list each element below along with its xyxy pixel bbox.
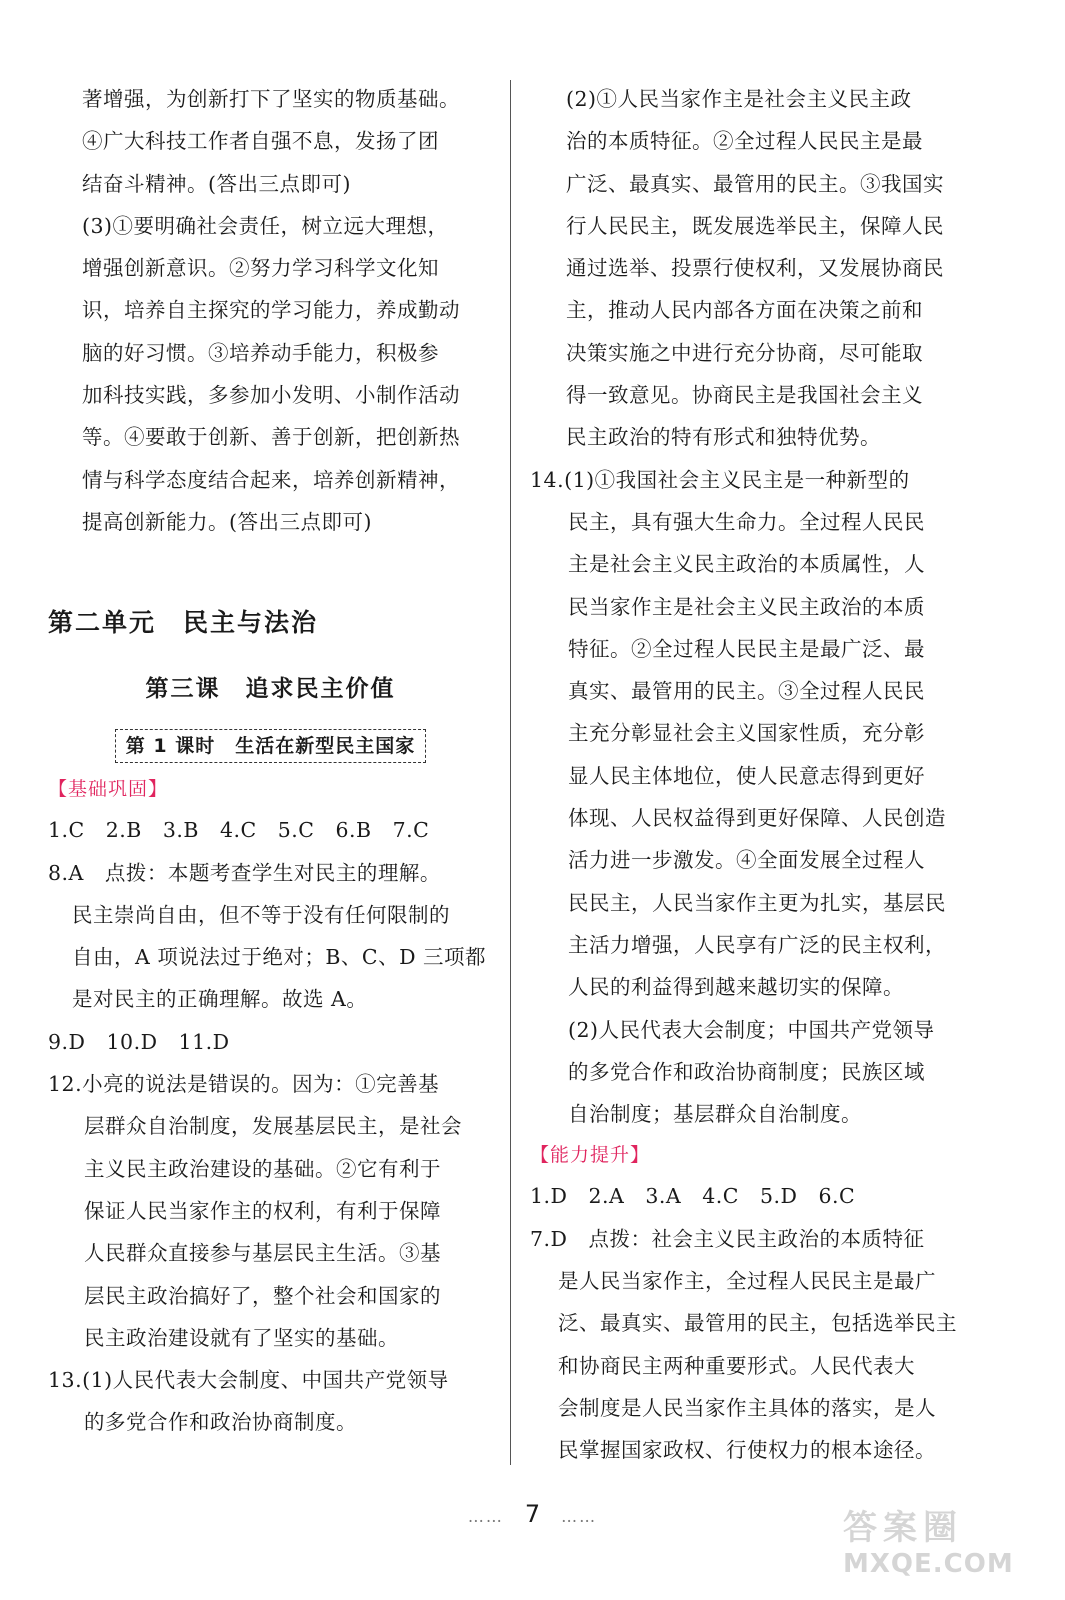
q14-answer bbox=[530, 459, 985, 1009]
text-line: 和协商民主两种重要形式。人民代表大 bbox=[558, 1353, 915, 1378]
text-line: 民主，具有强大生命力。全过程人民民 bbox=[568, 509, 925, 534]
watermark-logo bbox=[843, 1500, 1043, 1590]
text-line: 民主政治建设就有了坚实的基础。 bbox=[84, 1325, 399, 1350]
q8-answer bbox=[48, 852, 493, 1021]
text-line: 著增强，为创新打下了坚实的物质基础。 bbox=[82, 87, 460, 111]
text-line: 自由，A 项说法过于绝对；B、C、D 三项都 bbox=[72, 945, 487, 970]
text-line: 广泛、最真实、最管用的民主。③我国实 bbox=[566, 171, 944, 196]
text-line: 主活力增强，人民享有广泛的民主权利， bbox=[568, 932, 946, 957]
text-line: 14.(1)①我国社会主义民主是一种新型的 bbox=[530, 467, 910, 492]
text-line: 脑的好习惯。③培养动手能力，积极参 bbox=[82, 340, 439, 365]
text-line: 主，推动人民内部各方面在决策之前和 bbox=[566, 298, 923, 323]
section-ability-tag: 【能力提升】 bbox=[530, 1144, 651, 1167]
text-line: 13.(1)人民代表大会制度、中国共产党领导 bbox=[48, 1368, 449, 1393]
left-column bbox=[48, 78, 493, 1444]
text-line: 民掌握国家政权、行使权力的根本途径。 bbox=[558, 1438, 936, 1463]
footer-dots-right: …… bbox=[561, 1507, 598, 1526]
text-line: 增强创新意识。②努力学习科学文化知 bbox=[82, 256, 439, 281]
text-line: (2)人民代表大会制度；中国共产党领导 bbox=[568, 1017, 935, 1042]
watermark-text-en: MXQE.COM bbox=[843, 1549, 1014, 1579]
q13-part2-answer bbox=[530, 78, 985, 459]
period-title-wrap bbox=[48, 729, 493, 769]
text-line: 8.A 点拨：本题考查学生对民主的理解。 bbox=[48, 860, 441, 885]
text-line: 情与科学态度结合起来，培养创新精神， bbox=[82, 467, 460, 492]
q13-answer bbox=[48, 1359, 493, 1444]
lesson-title: 第三课 追求民主价值 bbox=[145, 676, 396, 703]
answers-9-11: 9.D 10.D 11.D bbox=[48, 1029, 230, 1054]
text-line: 保证人民当家作主的权利，有利于保障 bbox=[84, 1198, 441, 1223]
page-number: 7 bbox=[524, 1500, 541, 1528]
text-line: 民主政治的特有形式和独特优势。 bbox=[566, 425, 881, 450]
text-line: 真实、最管用的民主。③全过程人民民 bbox=[568, 679, 925, 704]
text-line: 民民主，人民当家作主更为扎实，基层民 bbox=[568, 890, 946, 915]
column-divider bbox=[510, 80, 511, 1465]
text-line: 主义民主政治建设的基础。②它有利于 bbox=[84, 1156, 441, 1181]
text-line: 得一致意见。协商民主是我国社会主义 bbox=[566, 383, 923, 408]
text-line: (2)①人民当家作主是社会主义民主政 bbox=[566, 87, 912, 111]
q14-part2-answer bbox=[530, 1009, 985, 1136]
text-line: 民当家作主是社会主义民主政治的本质 bbox=[568, 594, 925, 619]
answers-1-6: 1.D 2.A 3.A 4.C 5.D 6.C bbox=[530, 1184, 856, 1209]
text-line: 的多党合作和政治协商制度；民族区域 bbox=[568, 1059, 925, 1084]
text-line: 12.小亮的说法是错误的。因为：①完善基 bbox=[48, 1072, 440, 1097]
watermark-text-cn: 答案圈 bbox=[843, 1508, 963, 1548]
text-line: 活力进一步激发。④全面发展全过程人 bbox=[568, 848, 925, 873]
text-line: 层民主政治搞好了，整个社会和国家的 bbox=[84, 1283, 441, 1308]
text-line: 民主崇尚自由，但不等于没有任何限制的 bbox=[72, 902, 450, 927]
footer-dots-left: …… bbox=[467, 1507, 504, 1526]
text-line: 体现、人民权益得到更好保障、人民创造 bbox=[568, 806, 946, 831]
period-title: 第 1 课时 生活在新型民主国家 bbox=[115, 729, 426, 763]
text-line: 提高创新能力。(答出三点即可) bbox=[82, 509, 372, 534]
q7-answer bbox=[530, 1218, 985, 1472]
text-line: 决策实施之中进行充分协商，尽可能取 bbox=[566, 340, 923, 365]
unit-title: 第二单元 民主与法治 bbox=[48, 608, 319, 638]
text-line: 7.D 点拨：社会主义民主政治的本质特征 bbox=[530, 1226, 925, 1251]
text-line: 人民群众直接参与基层民主生活。③基 bbox=[84, 1241, 441, 1266]
text-line: 主充分彰显社会主义国家性质，充分彰 bbox=[568, 721, 925, 746]
q12-answer bbox=[48, 1063, 493, 1359]
text-line: 会制度是人民当家作主具体的落实，是人 bbox=[558, 1395, 936, 1420]
text-line: 行人民民主，既发展选举民主，保障人民 bbox=[566, 213, 944, 238]
text-line: 特征。②全过程人民民主是最广泛、最 bbox=[568, 636, 925, 661]
right-column bbox=[530, 78, 985, 1472]
text-line: 通过选举、投票行使权利，又发展协商民 bbox=[566, 256, 944, 281]
q11-answer-continued bbox=[48, 78, 493, 543]
text-line: 自治制度；基层群众自治制度。 bbox=[568, 1102, 862, 1127]
text-line: ④广大科技工作者自强不息，发扬了团 bbox=[82, 129, 439, 154]
text-line: 等。④要敢于创新、善于创新，把创新热 bbox=[82, 425, 460, 450]
text-line: 的多党合作和政治协商制度。 bbox=[84, 1410, 357, 1435]
text-line: 是对民主的正确理解。故选 A。 bbox=[72, 987, 368, 1012]
text-line: 主是社会主义民主政治的本质属性，人 bbox=[568, 552, 925, 577]
text-line: 加科技实践，多参加小发明、小制作活动 bbox=[82, 383, 460, 408]
text-line: (3)①要明确社会责任，树立远大理想， bbox=[82, 213, 449, 238]
text-line: 显人民主体地位，使人民意志得到更好 bbox=[568, 763, 925, 788]
text-line: 层群众自治制度，发展基层民主，是社会 bbox=[84, 1114, 462, 1139]
text-line: 是人民当家作主，全过程人民民主是最广 bbox=[558, 1269, 936, 1294]
text-line: 泛、最真实、最管用的民主，包括选举民主 bbox=[558, 1311, 957, 1336]
section-basic-tag: 【基础巩固】 bbox=[48, 778, 169, 801]
text-line: 结奋斗精神。(答出三点即可) bbox=[82, 171, 351, 196]
answers-1-7: 1.C 2.B 3.B 4.C 5.C 6.B 7.C bbox=[48, 818, 430, 843]
text-line: 识，培养自主探究的学习能力，养成勤动 bbox=[82, 298, 460, 323]
text-line: 人民的利益得到越来越切实的保障。 bbox=[568, 975, 904, 1000]
text-line: 治的本质特征。②全过程人民民主是最 bbox=[566, 129, 923, 154]
